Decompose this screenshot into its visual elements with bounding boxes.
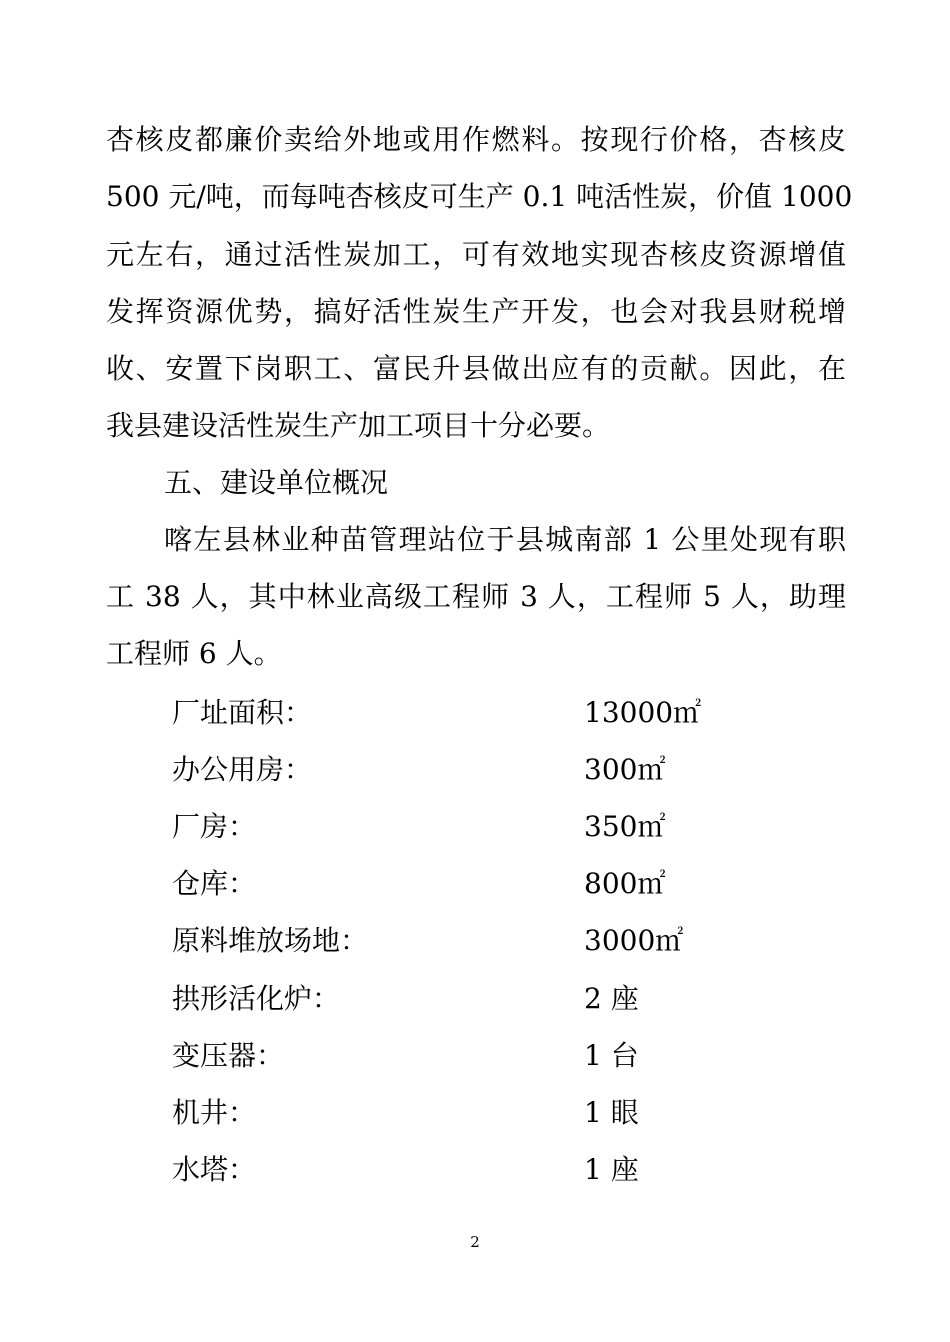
spec-label: 原料堆放场地： [172, 924, 369, 957]
paragraph-line: 我县建设活性炭生产加工项目十分必要。 [106, 409, 611, 442]
paragraph-line: 杏核皮都廉价卖给外地或用作燃料。按现行价格，杏核皮 [106, 123, 846, 156]
spec-label: 办公用房： [172, 753, 313, 786]
spec-value: 800㎡ [584, 867, 666, 900]
paragraph-line: 发挥资源优势，搞好活性炭生产开发，也会对我县财税增 [106, 295, 846, 328]
page-number: 2 [470, 1233, 480, 1251]
spec-value: 3000㎡ [584, 924, 684, 957]
spec-value: 300㎡ [584, 753, 666, 786]
spec-label: 仓库： [172, 867, 257, 900]
spec-value: 2 座 [584, 982, 639, 1015]
spec-value: 13000㎡ [584, 696, 702, 729]
section-heading: 五、建设单位概况 [164, 466, 389, 499]
spec-value: 1 眼 [584, 1096, 639, 1129]
paragraph-line: 工程师 6 人。 [106, 637, 282, 670]
paragraph-line: 元左右，通过活性炭加工，可有效地实现杏核皮资源增值 [106, 238, 846, 271]
spec-label: 水塔： [172, 1153, 257, 1186]
paragraph-line: 500 元/吨，而每吨杏核皮可生产 0.1 吨活性炭，价值 1000 [106, 180, 853, 213]
paragraph-line: 收、安置下岗职工、富民升县做出应有的贡献。因此，在 [106, 352, 846, 385]
spec-label: 机井： [172, 1096, 257, 1129]
spec-label: 厂房： [172, 810, 257, 843]
paragraph-line: 工 38 人，其中林业高级工程师 3 人，工程师 5 人，助理 [106, 580, 846, 613]
paragraph-line: 喀左县林业种苗管理站位于县城南部 1 公里处现有职 [164, 523, 846, 556]
spec-value: 350㎡ [584, 810, 666, 843]
spec-value: 1 座 [584, 1153, 639, 1186]
spec-label: 厂址面积： [172, 696, 313, 729]
spec-label: 拱形活化炉： [172, 982, 341, 1015]
spec-label: 变压器： [172, 1039, 285, 1072]
spec-value: 1 台 [584, 1039, 639, 1072]
